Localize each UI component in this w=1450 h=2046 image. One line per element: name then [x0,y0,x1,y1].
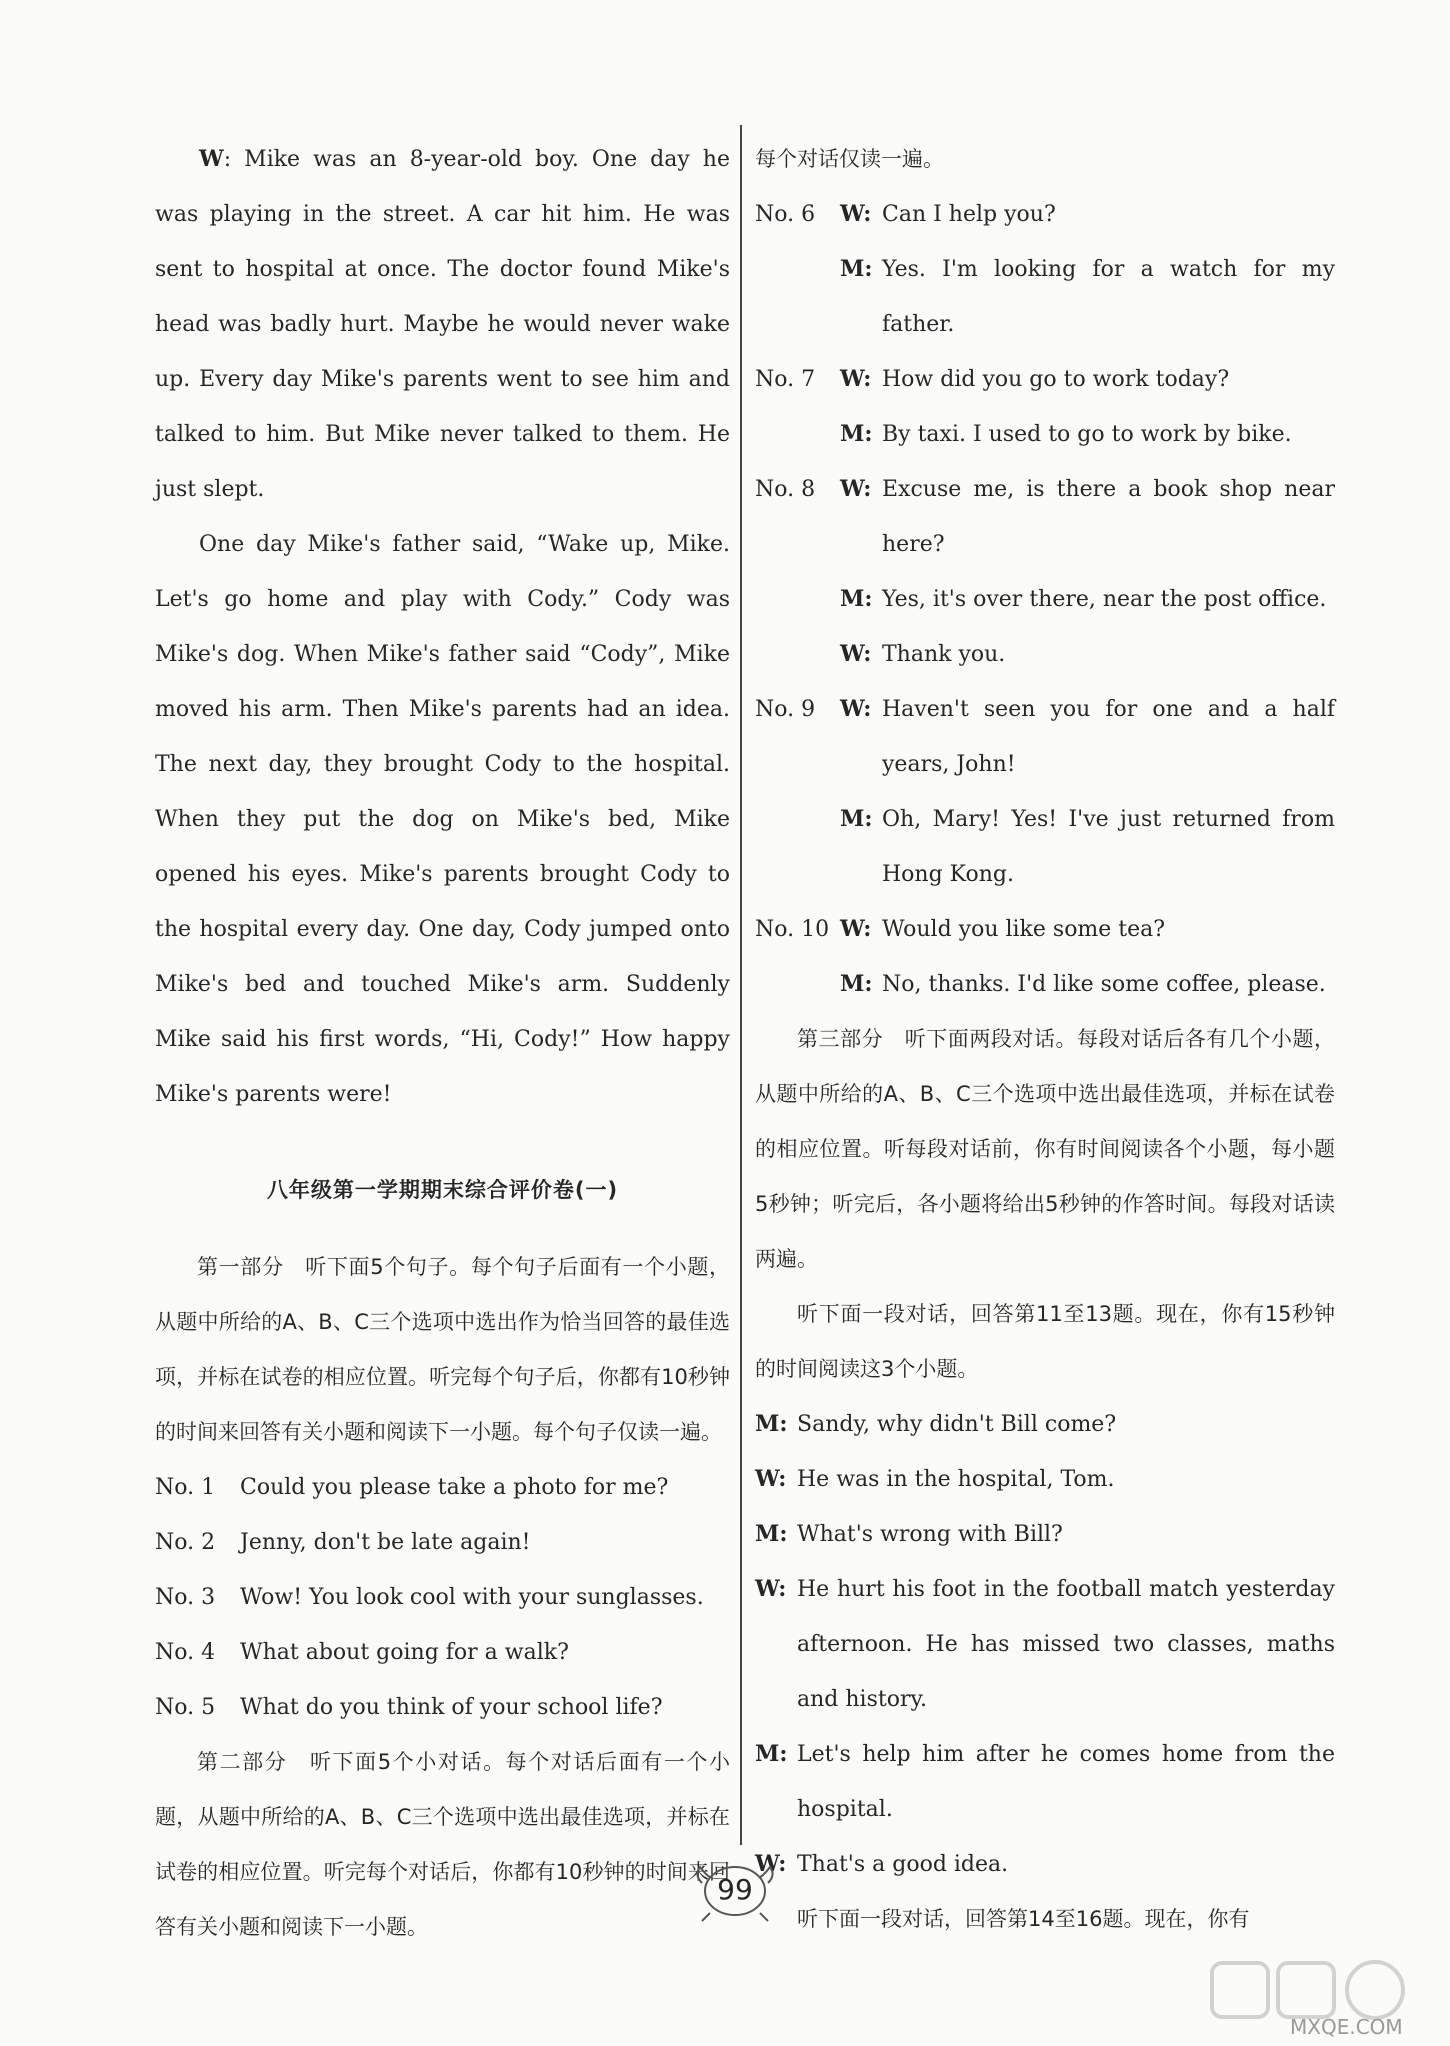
part3-instructions: 第三部分 听下面两段对话。每段对话后各有几个小题，从题中所给的A、B、C三个选项中选出最佳选项，并标在试卷的相应位置。听每段对话前，你有时间阅读各个小题，每小题5秒钟；听完后，各小题将给出5秒钟的作答时间。每段对话读两遍。 [755,1027,1335,1271]
speaker-label: W: [840,641,872,667]
dialogue-text: Haven't seen you for one and a half years, John! [882,697,1335,777]
dialogue-line [755,572,1335,627]
speaker-label: M: [755,1411,788,1437]
speaker-label: W: [840,696,872,722]
item-number: No. 1 [155,1475,216,1500]
item-number [755,957,840,1012]
conversation-line [755,1562,1335,1727]
sentence-text: What about going for a walk? [240,1640,569,1665]
conversation-line [755,1397,1335,1452]
section-heading: 八年级第一学期期末综合评价卷(一) [266,1178,619,1202]
dialogue-text: Oh, Mary! Yes! I've just returned from Hong Kong. [882,807,1335,887]
conversation-line [755,1452,1335,1507]
sentence-item [155,1570,730,1625]
speaker-label: M: [840,971,873,997]
dialogue-text: Can I help you? [882,202,1056,227]
speaker-label: M: [755,1521,788,1547]
item-number: No. 5 [155,1695,216,1720]
dialogue-line [755,792,1335,902]
sentence-item [155,1680,730,1735]
speaker-label: M: [755,1741,788,1767]
sentence-item [155,1460,730,1515]
story-paragraph-2: One day Mike's father said, “Wake up, Mike. Let's go home and play with Cody.” Cody was Mike's dog. When Mike's father said “Cody”, Mike moved his arm. Then Mike's parents had an idea. The next day, they brought Cody to the hospital. When they put the dog on Mike's bed, Mike opened his eyes. Mike's parents brought Cody to the hospital every day. One day, Cody jumped onto Mike's bed and touched Mike's arm. Suddenly Mike said his first words, “Hi, Cody!” How happy Mike's parents were! [155,532,730,1107]
dialogue-block [755,682,1335,902]
item-number: No. 7 [755,367,816,392]
speaker-label: M: [840,806,873,832]
speaker-label: W: [755,1576,787,1602]
dialogue-block [755,902,1335,1012]
page-footer [690,1855,780,1925]
speaker-label: W: [840,476,872,502]
dialogue-block [755,352,1335,462]
part1-instructions: 第一部分 听下面5个句子。每个句子后面有一个小题，从题中所给的A、B、C三个选项中选出作为恰当回答的最佳选项，并标在试卷的相应位置。听完每个句子后，你都有10秒钟的时间来回答有关小题和阅读下一小题。每个句子仅读一遍。 [155,1255,730,1444]
conversation-line [755,1507,1335,1562]
sentence-text: Jenny, don't be late again! [240,1530,531,1555]
dialogue-line [755,407,1335,462]
dialogue-text: No, thanks. I'd like some coffee, please. [882,972,1326,997]
item-number [755,627,840,682]
conversation-text: What's wrong with Bill? [797,1522,1063,1547]
item-number: No. 8 [755,477,816,502]
dialogue-line [755,352,1335,407]
dialogue-line [755,187,1335,242]
sentence-item [155,1515,730,1570]
right-column [755,132,1335,1947]
dialogue-line [755,462,1335,572]
conversation-line [755,1837,1335,1892]
speaker-label: W: [755,1466,787,1492]
item-number [755,407,840,462]
item-number [755,242,840,352]
left-column [155,132,730,1955]
speaker-label: W: [840,366,872,392]
conversation2-intro: 听下面一段对话，回答第14至16题。现在，你有 [797,1907,1250,1931]
part2-instructions: 第二部分 听下面5个小对话。每个对话后面有一个小题，从题中所给的A、B、C三个选项中选出最佳选项，并标在试卷的相应位置。听完每个对话后，你都有10秒钟的时间来回答有关小题和阅读下一小题。 [155,1750,730,1939]
speaker-label: W: [755,1851,787,1877]
dialogue-block [755,187,1335,352]
conversation1 [755,1397,1335,1892]
dialogue-text: Yes. I'm looking for a watch for my father. [882,257,1335,337]
speaker-label: W: [840,916,872,942]
sentence-text: What do you think of your school life? [240,1695,663,1720]
conversation-text: Sandy, why didn't Bill come? [797,1412,1117,1437]
dialogue-line [755,242,1335,352]
dialogue-text: Thank you. [882,642,1006,667]
dialogue-block [755,462,1335,682]
dialogue-line [755,902,1335,957]
item-number: No. 10 [755,917,830,942]
column-divider [740,125,742,1845]
conversation-text: He hurt his foot in the football match yesterday afternoon. He has missed two classes, maths and history. [797,1577,1335,1712]
conversation-text: Let's help him after he comes home from the hospital. [797,1742,1335,1822]
conversation-text: That's a good idea. [797,1852,1009,1877]
speaker-label: W: [840,201,872,227]
sentence-text: Could you please take a photo for me? [240,1475,669,1500]
sentence-list [155,1460,730,1735]
dialogue-text: Would you like some tea? [882,917,1166,942]
conversation-line [755,1727,1335,1837]
conversation-text: He was in the hospital, Tom. [797,1467,1115,1492]
dialogue-line [755,957,1335,1012]
item-number: No. 2 [155,1530,216,1555]
sentence-item [155,1625,730,1680]
conversation1-intro: 听下面一段对话，回答第11至13题。现在，你有15秒钟的时间阅读这3个小题。 [755,1302,1335,1381]
item-number: No. 6 [755,202,816,227]
dialogue-text: By taxi. I used to go to work by bike. [882,422,1292,447]
item-number: No. 4 [155,1640,216,1665]
dialogue-line [755,627,1335,682]
part2-continuation: 每个对话仅读一遍。 [755,147,944,171]
speaker-label: M: [840,256,873,282]
speaker-label: M: [840,421,873,447]
watermark-url: MXQE.COM [1290,2015,1403,2039]
speaker-label: M: [840,586,873,612]
dialogue-text: How did you go to work today? [882,367,1230,392]
item-number [755,792,840,902]
dialogue-line [755,682,1335,792]
dialogue-list [755,187,1335,1012]
item-number [755,572,840,627]
dialogue-text: Yes, it's over there, near the post office. [882,587,1327,612]
page-number: 99 [717,1873,753,1906]
dialogue-text: Excuse me, is there a book shop near here? [882,477,1335,557]
item-number: No. 9 [755,697,816,722]
story-paragraph-1: W: Mike was an 8-year-old boy. One day he was playing in the street. A car hit him. He was sent to hospital at once. The doctor found Mike's head was badly hurt. Maybe he would never wake up. Every day Mike's parents went to see him and talked to him. But Mike never talked to them. He just slept. [155,146,730,502]
item-number: No. 3 [155,1585,216,1610]
sentence-text: Wow! You look cool with your sunglasses. [240,1585,704,1610]
